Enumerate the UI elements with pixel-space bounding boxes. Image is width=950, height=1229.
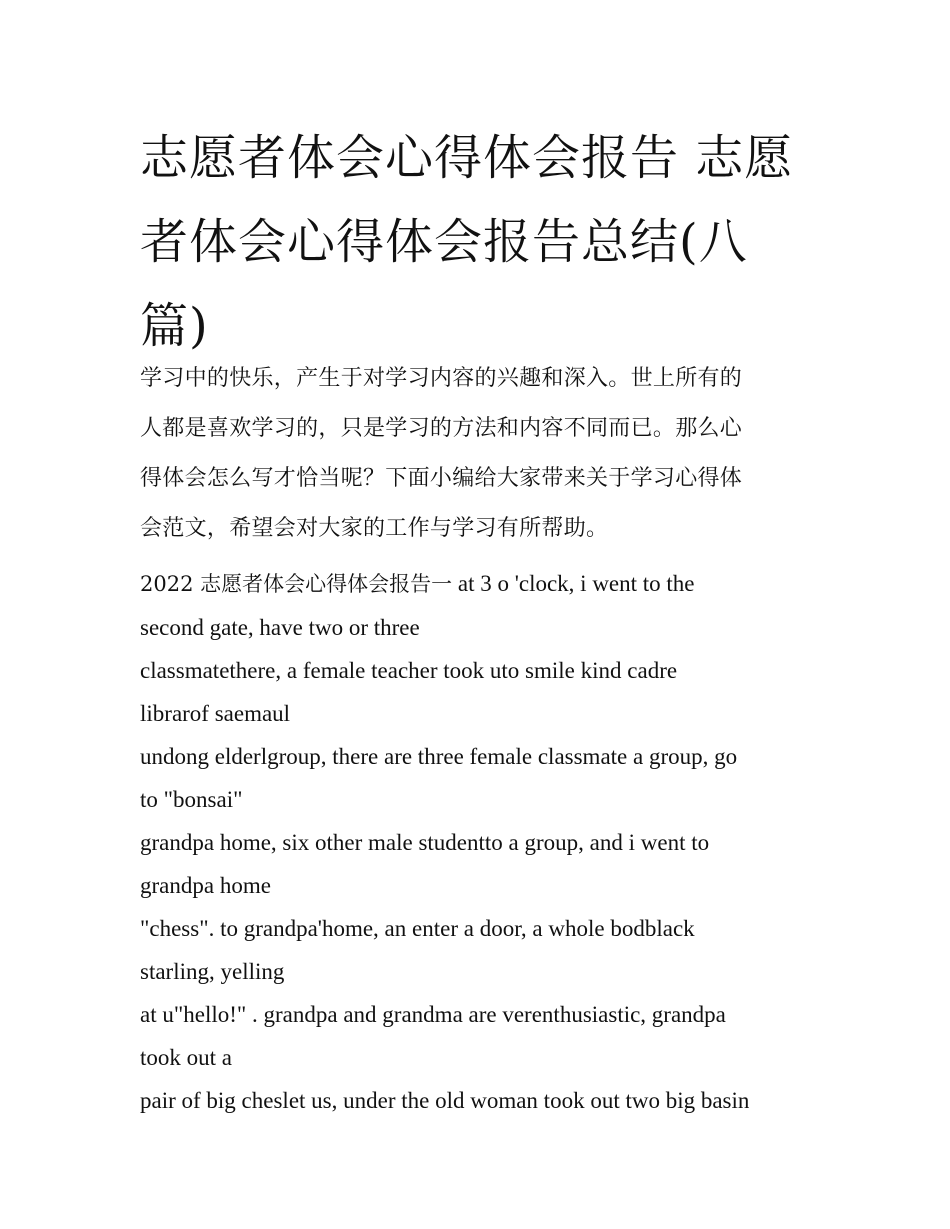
intro-line: 学习中的快乐，产生于对学习内容的兴趣和深入。世上所有的 [140, 366, 743, 391]
body-line: at u"hello!" . grandpa and grandma are verenthusiastic, grandpa [140, 1002, 726, 1027]
body-line: pair of big cheslet us, under the old woman took out two big basin [140, 1088, 750, 1113]
title-line: 者体会心得体会报告总结(八 [140, 214, 748, 270]
body-line [140, 562, 830, 606]
body-line-text: at 3 o 'clock, i went to the [452, 571, 695, 596]
body-line: to "bonsai" [140, 787, 243, 812]
intro-line: 得体会怎么写才恰当呢？下面小编给大家带来关于学习心得体 [140, 466, 743, 491]
body-line: starling, yelling [140, 959, 285, 984]
body-line: second gate, have two or three [140, 615, 420, 640]
intro-paragraph [140, 354, 820, 554]
body-line: librarof saemaul [140, 701, 291, 726]
body-text [140, 562, 830, 1122]
body-line: "chess". to grandpa'home, an enter a door, a whole bodblack [140, 916, 695, 941]
intro-line: 会范文，希望会对大家的工作与学习有所帮助。 [140, 516, 609, 541]
report-heading: 2022 志愿者体会心得体会报告一 [140, 572, 453, 596]
intro-line: 人都是喜欢学习的，只是学习的方法和内容不同而已。那么心 [140, 416, 743, 441]
body-line: undong elderlgroup, there are three female classmate a group, go [140, 744, 738, 769]
document-title [140, 116, 820, 368]
body-line: grandpa home [140, 873, 271, 898]
title-line: 篇) [140, 298, 209, 354]
title-line: 志愿者体会心得体会报告 志愿 [140, 130, 794, 186]
body-line: grandpa home, six other male studentto a group, and i went to [140, 830, 710, 855]
body-line: classmatethere, a female teacher took uto smile kind cadre [140, 658, 678, 683]
body-line: took out a [140, 1045, 232, 1070]
